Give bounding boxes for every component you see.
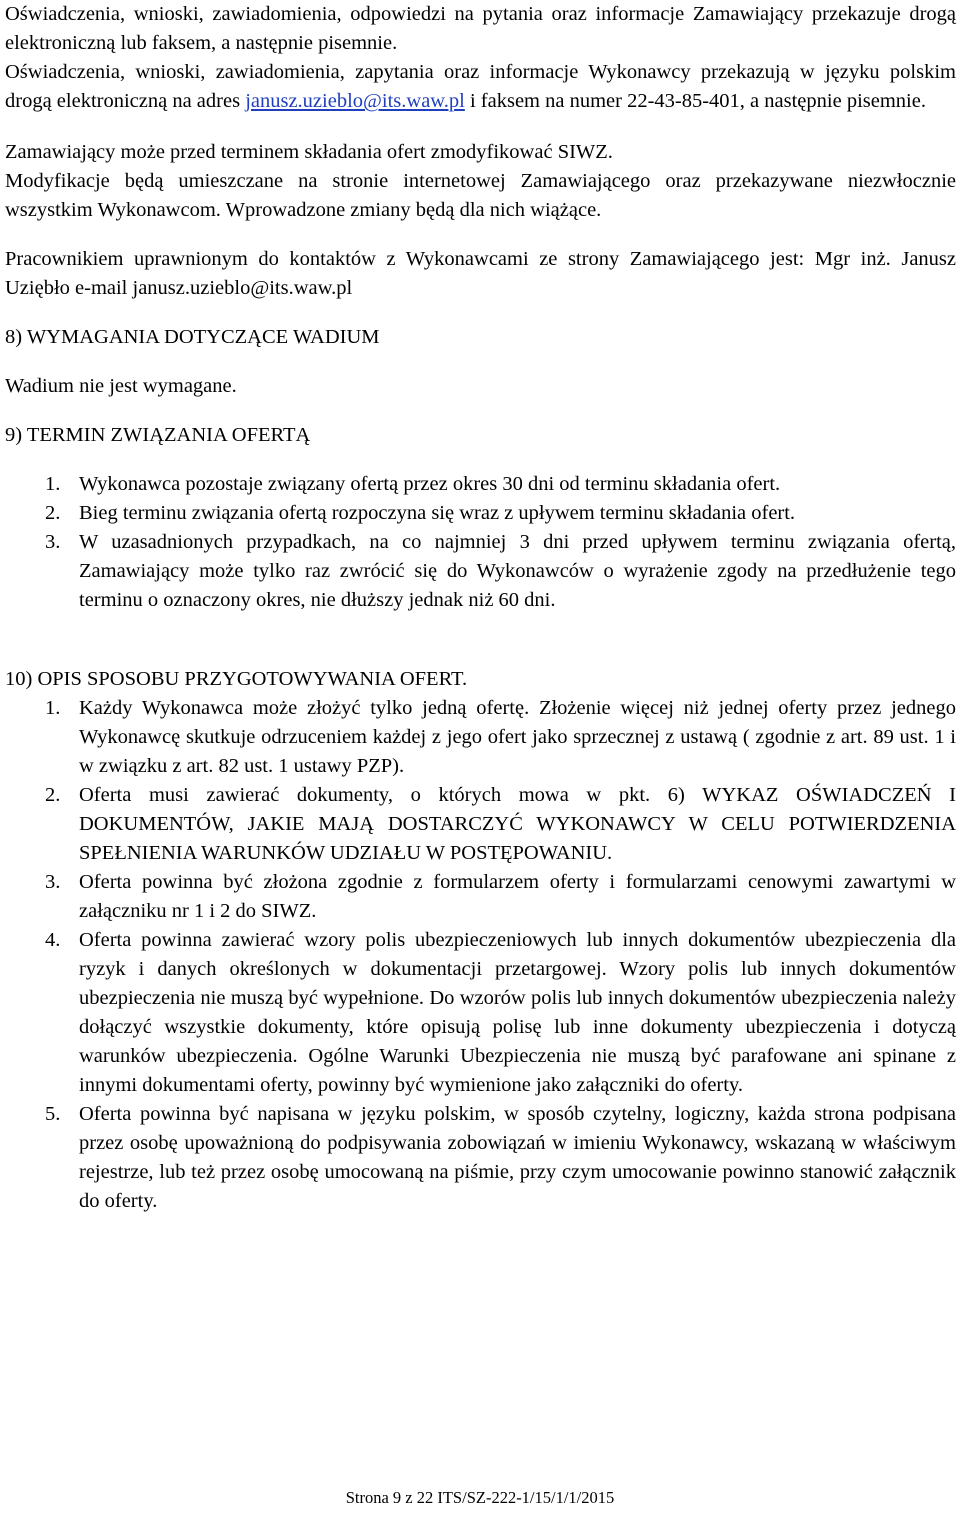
spacer [5, 116, 956, 138]
spacer [5, 401, 956, 421]
intro-paragraph-2 [5, 58, 956, 116]
list-item [5, 499, 956, 528]
list-item-text: Oferta powinna być złożona zgodnie z formularzem oferty i formularzami cenowymi zawartymi w załączniku nr 1 i 2 do SIWZ. [79, 871, 956, 922]
section-8-text: Wadium nie jest wymagane. [5, 375, 237, 397]
section-9-list [5, 470, 956, 615]
email-link[interactable]: janusz.uzieblo@its.waw.pl [245, 90, 465, 112]
list-item-number: 2. [45, 502, 61, 524]
document-page [5, 0, 956, 1216]
intro-paragraph-1: Oświadczenia, wnioski, zawiadomienia, odpowiedzi na pytania oraz informacje Zamawiający przekazuje drogą elektroniczną lub faksem, a następnie pisemnie. [5, 3, 956, 54]
spacer [5, 303, 956, 323]
list-item-text: W uzasadnionych przypadkach, na co najmniej 3 dni przed upływem terminu związania ofertą, Zamawiający może tylko raz zwrócić się do Wykonawców o wyrażenie zgody na przedłużenie tego terminu o oznaczony okres, nie dłuższy jednak niż 60 dni. [79, 531, 956, 611]
section-9-heading: 9) TERMIN ZWIĄZANIA OFERTĄ [5, 424, 311, 446]
list-item-number: 3. [45, 871, 61, 893]
section-10-list [5, 694, 956, 1216]
list-item-number: 5. [45, 1103, 61, 1125]
section-8-heading: 8) WYMAGANIA DOTYCZĄCE WADIUM [5, 326, 380, 348]
list-item [5, 470, 956, 499]
spacer [5, 450, 956, 470]
list-item [5, 528, 956, 615]
section-10-heading: 10) OPIS SPOSOBU PRZYGOTOWYWANIA OFERT. [5, 668, 468, 690]
list-item-number: 3. [45, 531, 61, 553]
list-item [5, 1100, 956, 1216]
spacer [5, 352, 956, 372]
list-item-text: Każdy Wykonawca może złożyć tylko jedną ofertę. Złożenie więcej niż jednej oferty przez jednego Wykonawcę skutkuje odrzuceniem każdej z jego ofert jako sprzecznej z ustawą ( zgodnie z art. 89 ust. 1 i w związku z art. 82 ust. 1 ustawy PZP). [79, 697, 956, 777]
list-item-text: Wykonawca pozostaje związany ofertą przez okres 30 dni od terminu składania ofert. [79, 473, 781, 495]
list-item-number: 4. [45, 929, 61, 951]
list-item [5, 781, 956, 868]
list-item-number: 1. [45, 473, 61, 495]
list-item-text: Bieg terminu związania ofertą rozpoczyna się wraz z upływem terminu składania ofert. [79, 502, 796, 524]
intro-paragraph-2-fax: i faksem na numer 22-43-85-401, a następnie pisemnie. [464, 90, 926, 112]
contact-person-paragraph: Pracownikiem uprawnionym do kontaktów z Wykonawcami ze strony Zamawiającego jest: Mgr inż. Janusz Uziębło e-mail janusz.uzieblo@its.waw.pl [5, 248, 956, 299]
list-item-text: Oferta powinna być napisana w języku polskim, w sposób czytelny, logiczny, każda strona podpisana przez osobę upoważnioną do podpisywania zobowiązań w imieniu Wykonawcy, wskazaną w właściwym rejestrze, lub też przez osobę umocowaną na piśmie, przy czym umocowanie powinno stanowić załącznik do oferty. [79, 1103, 956, 1212]
spacer [5, 615, 956, 665]
list-item [5, 926, 956, 1100]
list-item [5, 694, 956, 781]
page-footer: Strona 9 z 22 ITS/SZ-222-1/15/1/1/2015 [345, 1488, 615, 1507]
list-item-text: Oferta powinna zawierać wzory polis ubezpieczeniowych lub innych dokumentów ubezpieczenia dla ryzyk i danych określonych w dokumentacji przetargowej. Wzory polis lub innych dokumentów ubezpieczenia nie muszą być wypełnione. Do wzorów polis lub innych dokumentów ubezpieczenia należy dołączyć wszystkie dokumenty, które opisują polisę lub inne dokumenty ubezpieczenia i dotyczą warunków ubezpieczenia. Ogólne Warunki Ubezpieczenia nie muszą być parafowane ani spinane z innymi dokumentami oferty, powinny być wymienione jako załączniki do oferty. [79, 929, 956, 1096]
list-item [5, 868, 956, 926]
intro-paragraph-2-text: Oświadczenia, wnioski, zawiadomienia, zapytania oraz informacje Wykonawcy przekazują w języku polskim drogą elektroniczną na adres [5, 61, 956, 112]
list-item-text: Oferta musi zawierać dokumenty, o których mowa w pkt. 6) WYKAZ OŚWIADCZEŃ I DOKUMENTÓW, JAKIE MAJĄ DOSTARCZYĆ WYKONAWCY W CELU POTWIERDZENIA SPEŁNIENIA WARUNKÓW UDZIAŁU W POSTĘPOWANIU. [79, 784, 956, 864]
modification-line: Zamawiający może przed terminem składania ofert zmodyfikować SIWZ. [5, 141, 613, 163]
spacer [5, 225, 956, 245]
modification-paragraph: Modyfikacje będą umieszczane na stronie internetowej Zamawiającego oraz przekazywane niezwłocznie wszystkim Wykonawcom. Wprowadzone zmiany będą dla nich wiążące. [5, 170, 956, 221]
list-item-number: 1. [45, 697, 61, 719]
list-item-number: 2. [45, 784, 61, 806]
